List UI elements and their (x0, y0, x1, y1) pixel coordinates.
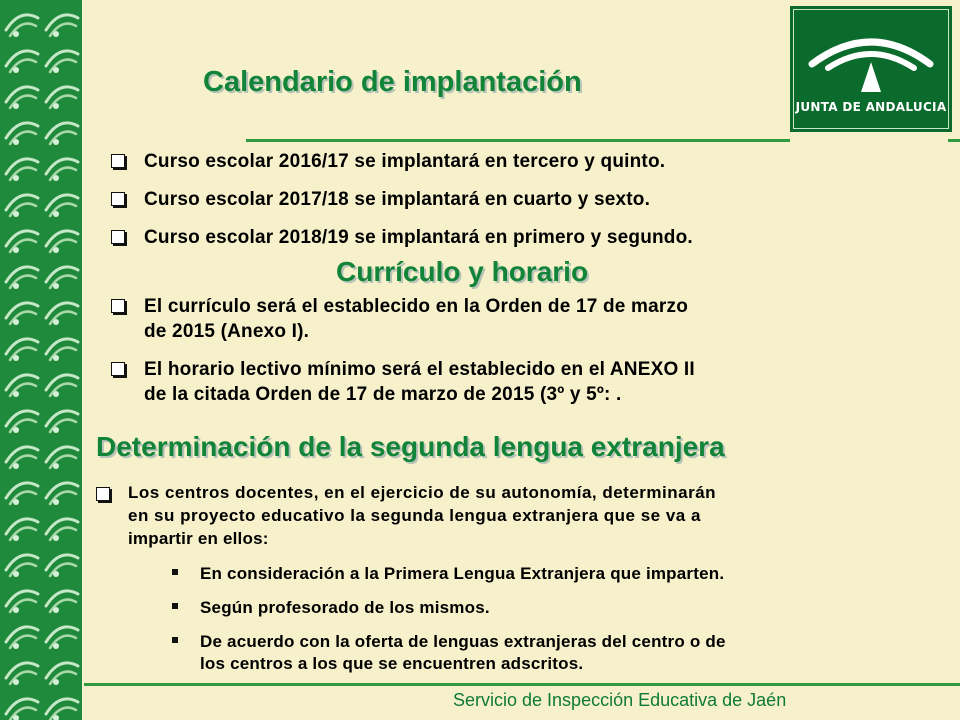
footer-credit: Servicio de Inspección Educativa de Jaén (453, 690, 787, 710)
pattern-motif (46, 375, 78, 397)
checkbox-bullet-icon (111, 192, 125, 206)
pattern-motif (6, 699, 38, 720)
title-underline-rule (246, 139, 790, 142)
calendar-item-2: Curso escolar 2017/18 se implantará en cuarto y sexto. (144, 189, 651, 210)
pattern-motif (6, 375, 38, 397)
checkbox-bullet-icon (111, 362, 125, 376)
checkbox-bullet-icon (111, 230, 125, 244)
pattern-motif (6, 123, 38, 145)
pattern-motif (46, 231, 78, 253)
lengua-intro-line1: Los centros docentes, en el ejercicio de su autonomía, determinarán (128, 483, 717, 502)
pattern-motif (46, 15, 78, 37)
checkbox-bullet-icon (96, 487, 110, 501)
pattern-motif (46, 267, 78, 289)
section-title-curriculo: Currículo y horario (336, 256, 589, 287)
lengua-criterion-2: Según profesorado de los mismos. (200, 598, 490, 617)
pattern-motif (6, 411, 38, 433)
pattern-motif (46, 303, 78, 325)
pattern-motif (6, 519, 38, 541)
curriculo-item-2-line1: El horario lectivo mínimo será el establecido en el ANEXO II (144, 359, 695, 380)
pattern-motif (46, 555, 78, 577)
section-title-segunda-lengua: Determinación de la segunda lengua extranjera (96, 431, 725, 462)
pattern-motif (46, 663, 78, 685)
decorative-side-band (0, 0, 82, 720)
pattern-motif (6, 15, 38, 37)
pattern-motif (6, 627, 38, 649)
pattern-motif (46, 159, 78, 181)
lengua-criterion-3-line2: los centros a los que se encuentren adscritos. (200, 654, 584, 673)
calendar-item-1: Curso escolar 2016/17 se implantará en tercero y quinto. (144, 151, 666, 172)
curriculo-item-1-line2: de 2015 (Anexo I). (144, 321, 310, 342)
pattern-motif (6, 663, 38, 685)
pattern-motif (46, 195, 78, 217)
curriculo-item-1-line1: El currículo será el establecido en la Orden de 17 de marzo (144, 296, 689, 317)
pattern-motif (46, 123, 78, 145)
pattern-motif (6, 555, 38, 577)
pattern-motif (46, 483, 78, 505)
square-bullet-icon (172, 637, 178, 643)
pattern-motif (6, 483, 38, 505)
pattern-motif (46, 591, 78, 613)
pattern-motif (6, 267, 38, 289)
pattern-motif (46, 627, 78, 649)
pattern-motif (46, 87, 78, 109)
pattern-motif (46, 339, 78, 361)
pattern-motif (6, 303, 38, 325)
pattern-motif (46, 699, 78, 720)
pattern-motif (6, 231, 38, 253)
junta-de-andalucia-logo (790, 6, 952, 132)
pattern-motif (6, 159, 38, 181)
curriculo-item-2-line2: de la citada Orden de 17 de marzo de 2015 (3º y 5º: . (144, 384, 622, 405)
pattern-motif (6, 339, 38, 361)
square-bullet-icon (172, 603, 178, 609)
lengua-intro-line2: en su proyecto educativo la segunda lengua extranjera que se va a (128, 506, 701, 525)
lengua-intro-line3: impartir en ellos: (128, 529, 269, 548)
pattern-motif (6, 591, 38, 613)
section-title-calendario: Calendario de implantación (203, 66, 582, 98)
footer-rule (84, 683, 960, 686)
lengua-criterion-3-line1: De acuerdo con la oferta de lenguas extranjeras del centro o de (200, 632, 726, 651)
pattern-motif (46, 447, 78, 469)
checkbox-bullet-icon (111, 299, 125, 313)
logo-caption: JUNTA DE ANDALUCIA (795, 100, 947, 114)
lengua-criterion-1: En consideración a la Primera Lengua Extranjera que imparten. (200, 564, 725, 583)
pattern-motif (6, 87, 38, 109)
pattern-motif (6, 447, 38, 469)
pattern-motif (46, 519, 78, 541)
calendar-item-3: Curso escolar 2018/19 se implantará en primero y segundo. (144, 227, 693, 248)
pattern-motif (46, 51, 78, 73)
decorative-pattern (0, 0, 82, 720)
pattern-motif (6, 51, 38, 73)
pattern-motif (6, 195, 38, 217)
pattern-motif (46, 411, 78, 433)
checkbox-bullet-icon (111, 154, 125, 168)
square-bullet-icon (172, 569, 178, 575)
